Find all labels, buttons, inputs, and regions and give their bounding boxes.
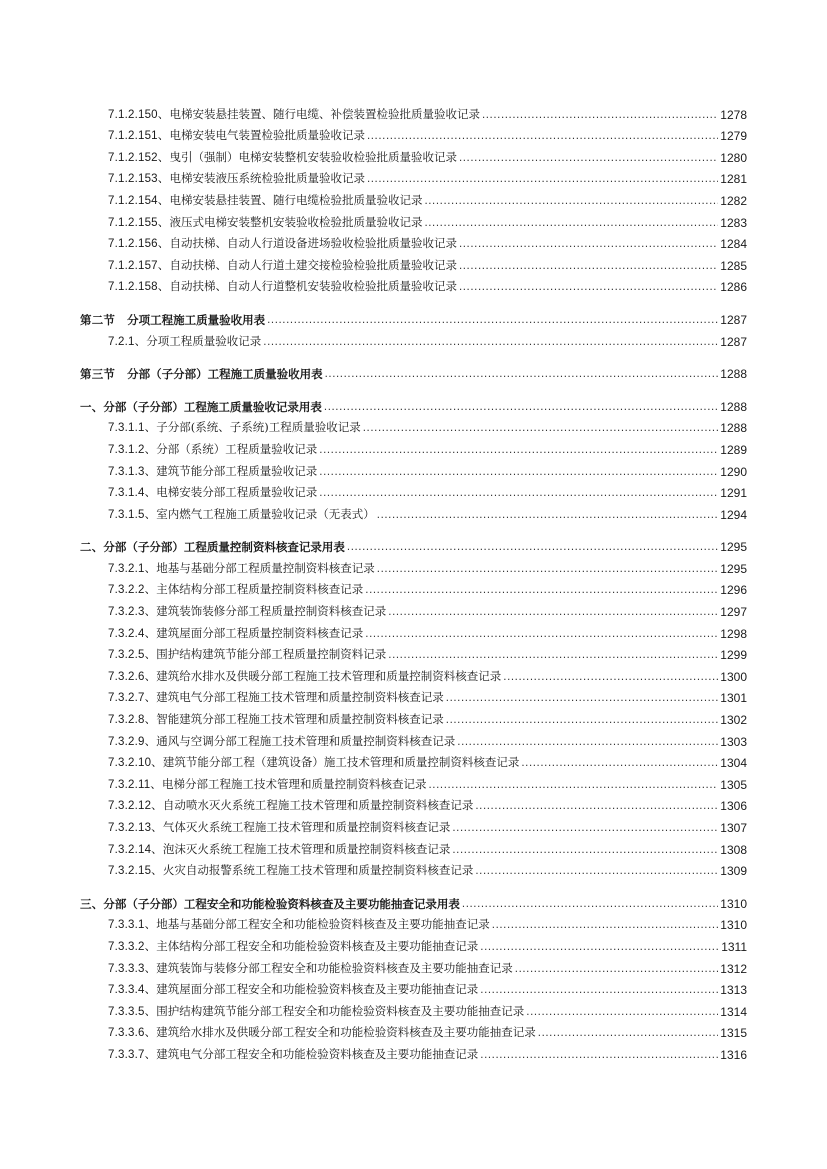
toc-entry-title [108, 820, 450, 835]
toc-entry-text: 电梯安装电气装置检验批质量验收记录 [169, 128, 365, 143]
toc-entry-text: 建筑给水排水及供暖分部工程施工技术管理和质量控制资料核查记录 [156, 668, 502, 683]
toc-entry-title [108, 842, 450, 857]
toc-entry-number: 7.3.2.4、 [108, 627, 157, 640]
dot-leader [475, 864, 718, 878]
toc-entry[interactable] [0, 457, 827, 479]
toc-entry-number: 7.3.3.6、 [108, 1027, 157, 1040]
toc-entry-number: 7.3.2.12、 [108, 800, 163, 813]
toc-page-number: 1314 [720, 1004, 747, 1019]
dot-leader [325, 367, 719, 381]
toc-page-number: 1311 [721, 939, 747, 954]
toc-entry-text: 建筑电气分部工程施工技术管理和质量控制资料核查记录 [156, 690, 444, 705]
dot-leader [267, 313, 718, 327]
toc-page-number: 1310 [720, 918, 747, 933]
toc-entry[interactable] [0, 100, 827, 122]
toc-entry-number: 三、 [80, 896, 104, 911]
dot-leader [319, 465, 718, 479]
toc-page-number: 1288 [720, 367, 747, 382]
toc-page-number: 1304 [720, 756, 747, 771]
dot-leader [377, 562, 719, 576]
toc-entry[interactable] [0, 576, 827, 598]
dot-leader [480, 940, 719, 954]
toc-entry-number: 7.3.3.7、 [108, 1048, 157, 1061]
toc-entry[interactable] [0, 554, 827, 576]
toc-entry-number: 7.3.1.1、 [108, 422, 157, 435]
toc-entry-title [80, 367, 323, 381]
toc-entry-number: 7.1.2.153、 [108, 173, 170, 186]
toc-entry[interactable] [0, 792, 827, 814]
toc-entry-number: 7.3.3.4、 [108, 984, 157, 997]
toc-entry-number: 7.1.2.158、 [108, 281, 170, 294]
toc-entry[interactable] [0, 208, 827, 230]
toc-entry-number: 二、 [80, 540, 104, 555]
toc-entry-title [80, 400, 322, 414]
toc-page-number: 1284 [720, 237, 747, 252]
toc-entry-number: 7.3.2.2、 [108, 584, 157, 597]
toc-entry-number: 7.3.2.10、 [108, 757, 163, 770]
toc-entry-number: 7.3.2.15、 [108, 865, 163, 878]
toc-page-number: 1282 [720, 193, 747, 208]
toc-entry-title [80, 540, 345, 554]
toc-page-number: 1308 [720, 842, 747, 857]
toc-entry-text: 自动扶梯、自动人行道土建交接检验检验批质量验收记录 [169, 257, 457, 272]
toc-entry-number: 7.1.2.156、 [108, 238, 170, 251]
toc-entry-title [108, 626, 363, 641]
toc-page-number: 1316 [720, 1047, 747, 1062]
toc-entry-title [108, 863, 473, 878]
dot-leader [515, 962, 719, 976]
toc-entry-title [108, 917, 490, 932]
toc-entry-title [108, 279, 457, 294]
toc-page-number: 1310 [720, 896, 747, 911]
toc-entry[interactable] [0, 435, 827, 457]
toc-entry-title [108, 258, 457, 273]
toc-entry[interactable] [0, 976, 827, 998]
toc-page-number: 1287 [720, 312, 747, 327]
toc-entry-number: 7.3.2.8、 [108, 714, 157, 727]
toc-entry-number: 7.3.3.5、 [108, 1005, 157, 1018]
toc-entry-text: 建筑节能分部工程质量验收记录 [156, 463, 318, 478]
toc-entry-title [108, 1025, 536, 1040]
toc-entry-title [108, 150, 457, 165]
dot-leader [424, 194, 718, 208]
dot-leader [324, 400, 718, 414]
dot-leader [459, 280, 718, 294]
toc-entry-number: 7.3.2.14、 [108, 843, 163, 856]
toc-entry-title [108, 420, 361, 435]
toc-entry[interactable] [0, 1019, 827, 1041]
toc-entry-number: 7.1.2.157、 [108, 259, 170, 272]
toc-entry-text: 建筑节能分部工程（建筑设备）施工技术管理和质量控制资料核查记录 [162, 755, 520, 770]
toc-entry-number: 7.3.3.2、 [108, 940, 157, 953]
toc-page-number: 1285 [720, 258, 747, 273]
toc-entry-text: 围护结构建筑节能分部工程质量控制资料记录 [156, 647, 387, 662]
toc-section-heading[interactable] [0, 305, 827, 327]
toc-entry-text: 子分部(系统、子系统)工程质量验收记录 [156, 420, 361, 435]
toc-entry[interactable] [0, 705, 827, 727]
toc-entry[interactable] [0, 911, 827, 933]
toc-entry-number: 7.3.2.6、 [108, 670, 157, 683]
toc-entry[interactable] [0, 857, 827, 879]
dot-leader [377, 508, 719, 522]
dot-leader [526, 1005, 718, 1019]
toc-entry-number: 7.1.2.152、 [108, 151, 170, 164]
toc-entry-text: 建筑装饰装修分部工程质量控制资料核查记录 [156, 604, 387, 619]
toc-section-heading[interactable] [0, 889, 827, 911]
toc-page-number: 1281 [720, 172, 747, 187]
dot-leader [365, 583, 718, 597]
toc-page-number: 1307 [720, 821, 747, 835]
toc-page-number: 1296 [720, 583, 747, 598]
toc-entry-text: 曳引（强制）电梯安装整机安装验收检验批质量验收记录 [169, 149, 457, 164]
dot-leader [365, 627, 718, 641]
toc-page-number: 1295 [720, 561, 747, 576]
toc-entry-number: 7.3.2.1、 [108, 562, 157, 575]
toc-page-number: 1289 [720, 442, 747, 457]
toc-entry[interactable] [0, 770, 827, 792]
toc-entry[interactable] [0, 727, 827, 749]
toc-entry[interactable] [0, 619, 827, 641]
dot-leader [363, 421, 719, 435]
dot-leader [446, 691, 719, 705]
toc-page-number: 1288 [720, 421, 747, 436]
toc-entry[interactable] [0, 684, 827, 706]
dot-leader [475, 799, 718, 813]
toc-entry-text: 泡沫灭火系统工程施工技术管理和质量控制资料核查记录 [162, 841, 451, 856]
toc-entry-text: 液压式电梯安装整机安装验收检验批质量验收记录 [169, 214, 423, 229]
toc-entry-number: 7.3.2.11、 [108, 778, 163, 791]
toc-entry-text: 电梯安装液压系统检验批质量验收记录 [169, 171, 365, 186]
toc-page-number: 1305 [720, 777, 747, 792]
toc-entry[interactable] [0, 230, 827, 252]
toc-entry[interactable] [0, 662, 827, 684]
toc-entry-text: 建筑给水排水及供暖分部工程安全和功能检验资料核查及主要功能抽查记录 [156, 1025, 536, 1040]
dot-leader [538, 1026, 719, 1040]
toc-page-number: 1297 [720, 605, 747, 620]
toc-entry-text: 通风与空调分部工程施工技术管理和质量控制资料核查记录 [156, 733, 456, 748]
toc-entry-title [108, 582, 363, 597]
dot-leader [367, 129, 718, 143]
toc-entry-title [108, 485, 317, 500]
dot-leader [452, 843, 718, 857]
toc-entry[interactable] [0, 813, 827, 835]
toc-entry[interactable] [0, 479, 827, 501]
toc-entry[interactable] [0, 251, 827, 273]
toc-entry-text: 主体结构分部工程质量控制资料核查记录 [156, 582, 364, 597]
toc-entry[interactable] [0, 932, 827, 954]
toc-entry-text: 室内燃气工程施工质量验收记录（无表式） [156, 506, 375, 521]
toc-entry-text: 分项工程施工质量验收用表 [127, 312, 266, 327]
toc-page-number: 1283 [720, 215, 747, 230]
toc-entry[interactable] [0, 143, 827, 165]
dot-leader [429, 778, 719, 792]
toc-entry-text: 地基与基础分部工程安全和功能检验资料核查及主要功能抽查记录 [156, 917, 490, 932]
toc-page-number: 1306 [720, 799, 747, 814]
toc-entry-text: 分部（子分部）工程安全和功能检验资料核查及主要功能抽查记录用表 [103, 896, 460, 911]
toc-entry-text: 电梯安装悬挂装置、随行电缆检验批质量验收记录 [169, 192, 423, 207]
toc-entry[interactable] [0, 641, 827, 663]
toc-entry[interactable] [0, 186, 827, 208]
toc-entry-number: 7.3.1.4、 [108, 487, 157, 500]
toc-entry-title [108, 712, 444, 727]
toc-entry-title [108, 798, 473, 813]
toc-entry-text: 分部（子分部）工程施工质量验收用表 [127, 367, 323, 382]
toc-entry-text: 分项工程质量验收记录 [146, 333, 262, 348]
dot-leader [482, 108, 718, 122]
toc-entry-title [108, 1047, 478, 1062]
toc-page-number: 1288 [720, 399, 747, 414]
toc-section-heading[interactable] [0, 360, 827, 382]
dot-leader [424, 216, 718, 230]
toc-page-number: 1295 [720, 540, 747, 555]
dot-leader [459, 237, 718, 251]
toc-entry-number: 7.3.2.5、 [108, 649, 157, 662]
toc-entry-title [108, 690, 444, 705]
dot-leader [480, 983, 718, 997]
toc-entry-text: 电梯分部工程施工技术管理和质量控制资料核查记录 [162, 776, 427, 791]
toc-entry-text: 地基与基础分部工程质量控制资料核查记录 [156, 560, 375, 575]
toc-entry-text: 建筑装饰与装修分部工程安全和功能检验资料核查及主要功能抽查记录 [156, 960, 513, 975]
toc-entry-text: 围护结构建筑节能分部工程安全和功能检验资料核查及主要功能抽查记录 [156, 1003, 525, 1018]
toc-entry-text: 自动扶梯、自动人行道设备进场验收检验批质量验收记录 [169, 236, 457, 251]
toc-entry-text: 分部（系统）工程质量验收记录 [156, 441, 318, 456]
toc-entry-title [108, 1004, 524, 1019]
dot-leader [459, 259, 718, 273]
toc-entry-text: 分部（子分部）工程施工质量验收记录用表 [103, 399, 322, 414]
toc-page-number: 1299 [720, 648, 747, 663]
toc-entry-title [108, 215, 422, 230]
toc-entry-text: 主体结构分部工程安全和功能检验资料核查及主要功能抽查记录 [156, 938, 479, 953]
toc-entry-number: 第三节 [80, 367, 116, 382]
toc-entry-number: 7.3.1.5、 [108, 508, 157, 521]
toc-entry[interactable] [0, 835, 827, 857]
toc-entry-number: 7.3.2.9、 [108, 735, 157, 748]
toc-page-number: 1291 [720, 486, 747, 501]
toc-entry-title [108, 107, 480, 122]
dot-leader [452, 821, 718, 835]
toc-page-number: 1290 [720, 464, 747, 479]
toc-page-number: 1287 [720, 334, 747, 349]
toc-entry-title [108, 236, 457, 251]
toc-entry-title [108, 561, 375, 576]
dot-leader [367, 172, 718, 186]
toc-page-number: 1279 [720, 129, 747, 144]
dot-leader [319, 486, 718, 500]
toc-page-number: 1315 [720, 1026, 747, 1041]
toc-entry[interactable] [0, 414, 827, 436]
toc-entry-text: 建筑屋面分部工程安全和功能检验资料核查及主要功能抽查记录 [156, 982, 479, 997]
toc-entry-title [108, 442, 317, 457]
toc-entry-number: 7.3.1.2、 [108, 443, 157, 456]
toc-entry-number: 7.2.1、 [108, 335, 147, 348]
toc-page-number: 1280 [720, 150, 747, 165]
toc-section-heading[interactable] [0, 392, 827, 414]
dot-leader [457, 735, 718, 749]
toc-entry[interactable] [0, 749, 827, 771]
toc-entry-title [80, 897, 460, 911]
toc-entry-title [108, 669, 501, 684]
dot-leader [480, 1048, 718, 1062]
toc-entry[interactable] [0, 165, 827, 187]
toc-entry-title [80, 313, 265, 327]
toc-entry-title [108, 128, 365, 143]
toc-page-number: 1298 [720, 626, 747, 641]
dot-leader [503, 670, 718, 684]
toc-page-number: 1303 [720, 734, 747, 749]
toc-entry-title [108, 464, 317, 479]
toc-entry[interactable] [0, 500, 827, 522]
toc-entry-text: 气体灭火系统工程施工技术管理和质量控制资料核查记录 [162, 820, 451, 834]
dot-leader [388, 605, 718, 619]
toc-entry-title [108, 961, 513, 976]
toc-entry-number: 7.1.2.151、 [108, 130, 170, 143]
toc-page-number: 1313 [720, 983, 747, 998]
toc-entry-title [108, 734, 455, 749]
toc-page-number: 1300 [720, 669, 747, 684]
toc-entry-number: 7.3.2.3、 [108, 606, 157, 619]
dot-leader [347, 540, 718, 554]
toc-entry[interactable] [0, 597, 827, 619]
dot-leader [492, 918, 719, 932]
toc-page-number: 1309 [720, 864, 747, 879]
toc-entry[interactable] [0, 273, 827, 295]
dot-leader [459, 151, 718, 165]
toc-entry-title [108, 647, 386, 662]
toc-section-heading[interactable] [0, 533, 827, 555]
dot-leader [462, 897, 718, 911]
table-of-contents [0, 100, 827, 1062]
toc-entry-title [108, 982, 478, 997]
toc-entry-text: 分部（子分部）工程质量控制资料核查记录用表 [103, 540, 345, 555]
toc-page-number: 1302 [720, 713, 747, 728]
toc-entry-text: 智能建筑分部工程施工技术管理和质量控制资料核查记录 [156, 712, 444, 727]
toc-entry-number: 7.1.2.150、 [108, 108, 170, 121]
toc-entry-text: 自动扶梯、自动人行道整机安装验收检验批质量验收记录 [169, 279, 457, 294]
toc-entry-number: 7.3.1.3、 [108, 465, 157, 478]
toc-page-number: 1278 [720, 107, 747, 122]
toc-entry-number: 第二节 [80, 312, 116, 327]
toc-entry-text: 自动喷水灭火系统工程施工技术管理和质量控制资料核查记录 [162, 798, 474, 813]
toc-entry-title [108, 334, 261, 349]
dot-leader [388, 648, 718, 662]
toc-entry-title [108, 939, 478, 954]
dot-leader [263, 335, 718, 349]
toc-entry-text: 建筑电气分部工程安全和功能检验资料核查及主要功能抽查记录 [156, 1046, 479, 1061]
toc-page-number: 1294 [720, 507, 747, 522]
toc-page-number: 1286 [720, 280, 747, 295]
toc-entry-title [108, 171, 365, 186]
toc-entry-text: 电梯安装分部工程质量验收记录 [156, 485, 318, 500]
dot-leader [521, 756, 718, 770]
toc-entry-text: 火灾自动报警系统工程施工技术管理和质量控制资料核查记录 [162, 863, 474, 878]
toc-entry[interactable] [0, 122, 827, 144]
toc-entry-text: 建筑屋面分部工程质量控制资料核查记录 [156, 625, 364, 640]
toc-entry-number: 7.1.2.154、 [108, 194, 170, 207]
toc-page-number: 1301 [720, 691, 747, 706]
toc-entry[interactable] [0, 327, 827, 349]
toc-entry-text: 电梯安装悬挂装置、随行电缆、补偿装置检验批质量验收记录 [169, 106, 480, 121]
toc-entry-number: 7.3.3.1、 [108, 919, 157, 932]
toc-entry-number: 7.3.3.3、 [108, 962, 157, 975]
toc-entry-number: 7.1.2.155、 [108, 216, 170, 229]
toc-entry[interactable] [0, 954, 827, 976]
toc-entry-title [108, 604, 386, 619]
toc-entry-title [108, 193, 422, 208]
dot-leader [319, 443, 718, 457]
toc-page-number: 1312 [720, 961, 747, 976]
toc-entry-number: 一、 [80, 399, 104, 414]
toc-entry[interactable] [0, 1040, 827, 1062]
toc-entry-title [108, 755, 519, 770]
toc-entry-number: 7.3.2.13、 [108, 822, 163, 834]
toc-entry[interactable] [0, 997, 827, 1019]
toc-entry-title [108, 507, 375, 522]
toc-entry-title [108, 777, 427, 792]
toc-entry-number: 7.3.2.7、 [108, 692, 157, 705]
dot-leader [446, 713, 719, 727]
